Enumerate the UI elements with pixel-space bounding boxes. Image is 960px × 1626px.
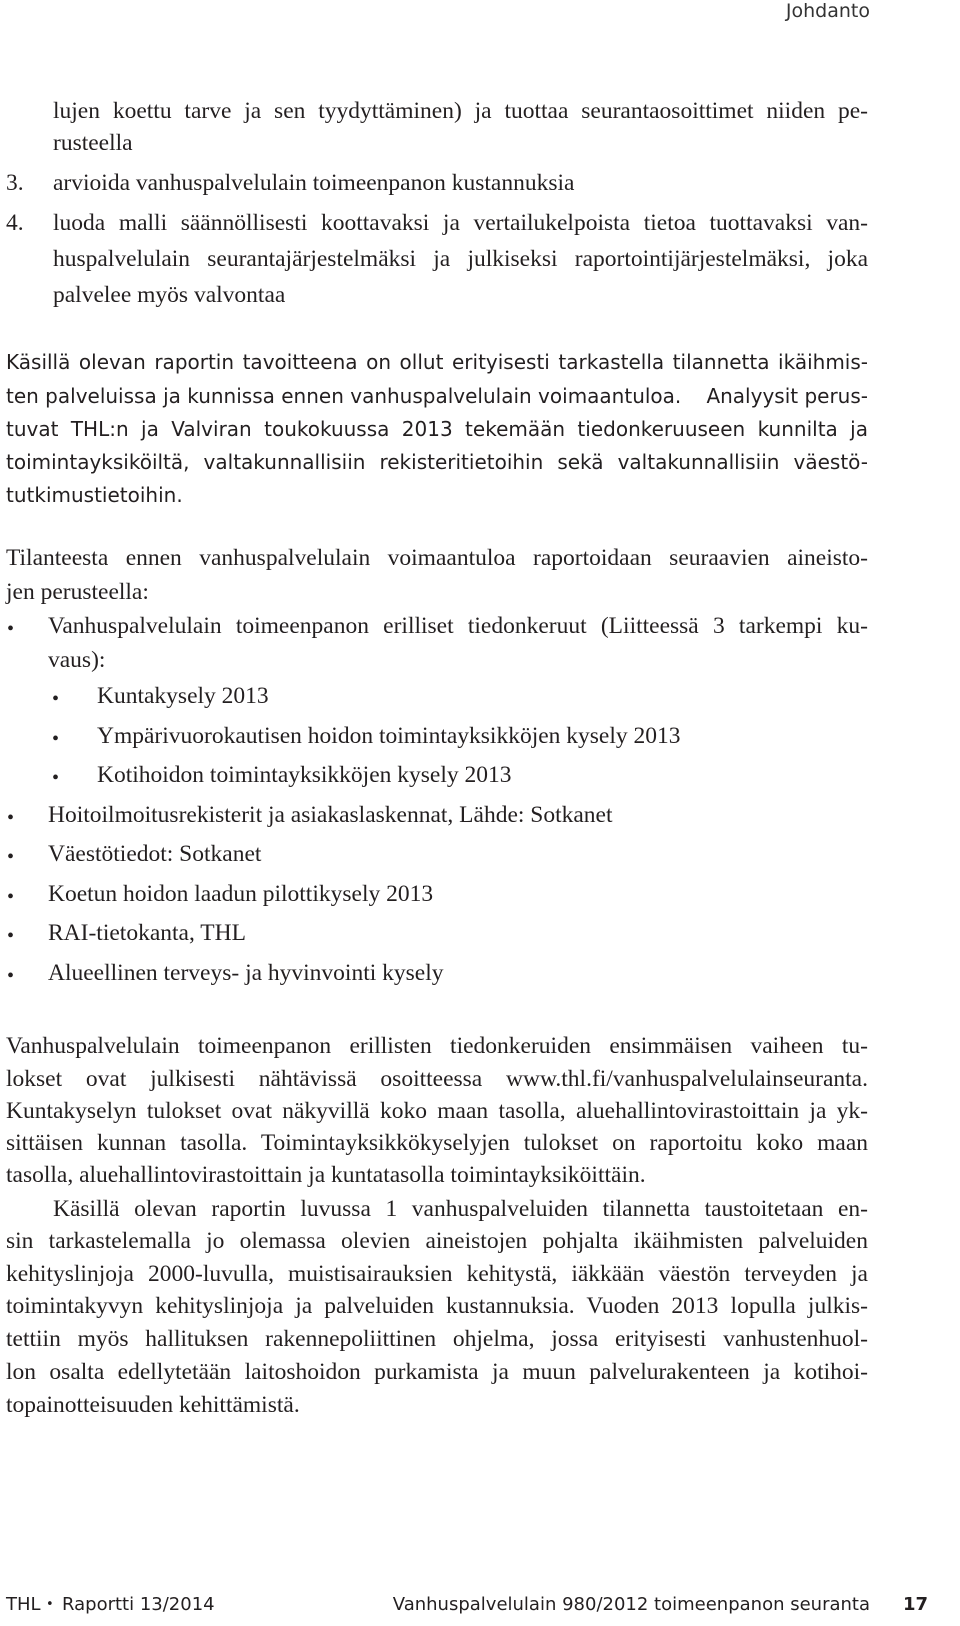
paragraph-line: tettiin myös hallituksen rakennepoliittinen ohjelma, jossa erityisesti vanhustenhuol- [6, 1326, 868, 1352]
paragraph-line: Käsillä olevan raportin tavoitteena on ollut erityisesti tarkastella tilannetta ikäihmis- [6, 350, 868, 374]
sub-list-item: Ympärivuorokautisen hoidon toimintayksikköjen kysely 2013 [97, 723, 681, 749]
list-item-4-line-2: huspalvelulain seurantajärjestelmäksi ja julkiseksi raportointijärjestelmäksi, joka [53, 246, 868, 272]
footer-title: Vanhuspalvelulain 980/2012 toimeenpanon seuranta [392, 1594, 870, 1615]
paragraph-line: topainotteisuuden kehittämistä. [6, 1392, 300, 1418]
list-item-4-line-3: palvelee myös valvontaa [53, 282, 286, 308]
list-item-4-line-1: luoda malli säännöllisesti koottavaksi ja vertailukelpoista tietoa tuottavaksi van- [53, 210, 868, 236]
paragraph-line: tutkimustietoihin. [6, 483, 183, 507]
paragraph-line: tuvat THL:n ja Valviran toukokuussa 2013 tekemään tiedonkeruuseen kunnilta ja [6, 417, 868, 441]
list-item-4-number: 4. [6, 210, 24, 236]
paragraph-line: sin tarkastelemalla jo olemassa olevien aineistojen pohjalta ikäihmisten palveluiden [6, 1228, 868, 1254]
paragraph-line: toimintayksiköiltä, valtakunnallisiin rekisteritietoihin sekä valtakunnallisiin väestö- [6, 450, 868, 474]
bullet-icon: • [7, 807, 15, 829]
list-item: Koetun hoidon laadun pilottikysely 2013 [48, 881, 434, 907]
bullet-icon: • [7, 925, 15, 947]
list-item-3-text: arvioida vanhuspalvelulain toimeenpanon kustannuksia [53, 170, 575, 196]
list-item: Väestötiedot: Sotkanet [48, 841, 262, 867]
paragraph-line: sittäisen kunnan tasolla. Toimintayksikkökyselyjen tulokset on raportoitu koko maan [6, 1130, 868, 1156]
sub-list-item: Kuntakysely 2013 [97, 683, 269, 709]
paragraph-line-with-url: lokset ovat julkisesti nähtävissä osoitteessa www.thl.fi/vanhuspalvelulainseuranta. [6, 1066, 868, 1092]
paragraph-line: kehityslinjoja 2000-luvulla, muistisairauksien kehitystä, iäkkään väestön terveyden ja [6, 1261, 868, 1287]
paragraph-line: ten palveluissa ja kunnissa ennen vanhuspalvelulain voimaantuloa. [6, 384, 682, 408]
footer-report-number: Raportti 13/2014 [62, 1594, 215, 1615]
list-item: Hoitoilmoitusrekisterit ja asiakaslaskennat, Lähde: Sotkanet [48, 802, 613, 828]
running-header: Johdanto [785, 0, 870, 22]
paragraph-line: Kuntakyselyn tulokset ovat näkyvillä koko maan tasolla, aluehallintovirastoittain ja yk- [6, 1098, 868, 1124]
paragraph-line: Vanhuspalvelulain toimeenpanon erillisten tiedonkeruiden ensimmäisen vaiheen tu- [6, 1033, 868, 1059]
list-item-2-line-1: lujen koettu tarve ja sen tyydyttäminen) ja tuottaa seurantaosoittimet niiden pe- [53, 98, 868, 124]
sub-list-item: Kotihoidon toimintayksikköjen kysely 2013 [97, 762, 512, 788]
paragraph-line: lon osalta edellytetään laitoshoidon purkamista ja muun palvelurakenteen ja kotihoi- [6, 1359, 868, 1385]
list-item-3-number: 3. [6, 170, 24, 196]
bullet-icon: • [7, 846, 15, 868]
bullet-icon: • [52, 688, 60, 710]
list-item-line: Vanhuspalvelulain toimeenpanon erilliset tiedonkeruut (Liitteessä 3 tarkempi ku- [48, 613, 868, 639]
footer-separator-icon: • [46, 1597, 54, 1612]
paragraph-line-serif-segment: Analyysit perus- [706, 384, 868, 408]
paragraph-line: Tilanteesta ennen vanhuspalvelulain voimaantuloa raportoidaan seuraavien aineisto- [6, 545, 868, 571]
bullet-icon: • [7, 965, 15, 987]
paragraph-line: jen perusteella: [6, 579, 149, 605]
list-item: RAI-tietokanta, THL [48, 920, 246, 946]
bullet-icon: • [7, 886, 15, 908]
bullet-icon: • [7, 618, 15, 640]
list-item-2-line-2: rusteella [53, 130, 133, 156]
paragraph-line: Käsillä olevan raportin luvussa 1 vanhuspalveluiden tilannetta taustoitetaan en- [53, 1196, 868, 1222]
footer-org: THL [6, 1594, 41, 1615]
bullet-icon: • [52, 728, 60, 750]
bullet-icon: • [52, 767, 60, 789]
paragraph-line: toimintakyvyn kehityslinjoja ja palveluiden kustannuksia. Vuoden 2013 lopulla julkis- [6, 1293, 868, 1319]
list-item: Alueellinen terveys- ja hyvinvointi kysely [48, 960, 444, 986]
list-item-line: vaus): [48, 647, 106, 673]
paragraph-line: tasolla, aluehallintovirastoittain ja kuntatasolla toimintayksiköittäin. [6, 1162, 646, 1188]
page-number: 17 [902, 1594, 928, 1615]
